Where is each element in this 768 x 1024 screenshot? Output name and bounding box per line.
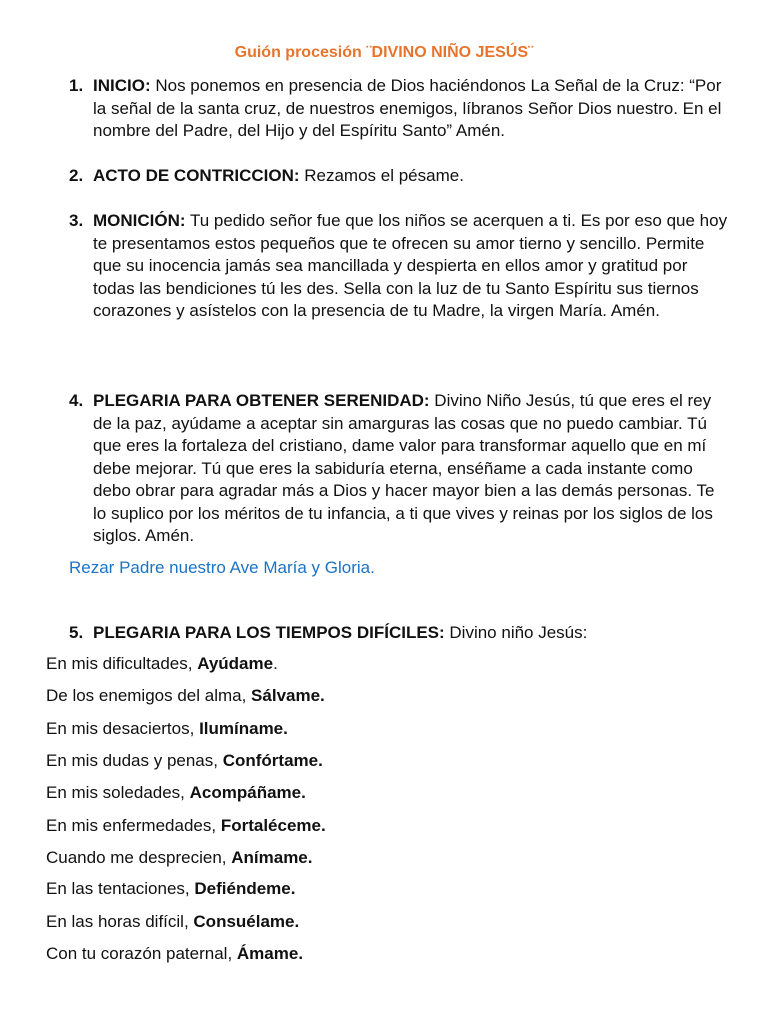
petition-line xyxy=(46,685,325,707)
petition-text: En mis dudas y penas, xyxy=(46,751,223,770)
petition-line xyxy=(46,878,295,900)
petition-text: En mis dificultades, xyxy=(46,654,198,673)
list-item-number: 5. xyxy=(69,623,84,642)
list-item-heading: PLEGARIA PARA LOS TIEMPOS DIFÍCILES: xyxy=(93,623,445,642)
list-item-body xyxy=(93,210,729,323)
list-item-monicion xyxy=(69,210,729,323)
petition-line xyxy=(46,911,299,933)
prayer-instruction-note: Rezar Padre nuestro Ave María y Gloria. xyxy=(69,558,375,577)
list-item-body xyxy=(93,165,729,188)
list-item-inicio xyxy=(69,75,729,143)
list-item-heading: INICIO: xyxy=(93,76,151,95)
petition-response: Consuélame. xyxy=(193,912,300,931)
petition-text: En las horas difícil, xyxy=(46,912,194,931)
list-item-number: 2. xyxy=(69,166,84,185)
petition-response: Confórtame. xyxy=(222,751,323,770)
petition-line xyxy=(46,815,326,837)
petition-response: Fortaléceme. xyxy=(220,816,326,835)
petition-line xyxy=(46,782,306,804)
list-item-text: Rezamos el pésame. xyxy=(299,166,464,185)
list-item-text: Divino niño Jesús: xyxy=(444,623,588,642)
list-item-plegaria-tiempos-dificiles xyxy=(69,622,729,645)
petition-text: En las tentaciones, xyxy=(46,879,195,898)
petition-response: Ámame. xyxy=(236,944,304,963)
petition-text: En mis enfermedades, xyxy=(46,816,221,835)
list-item-heading: PLEGARIA PARA OBTENER SERENIDAD: xyxy=(93,391,430,410)
list-item-text: Divino Niño Jesús, tú que eres el rey de la paz, ayúdame a aceptar sin amarguras las cosas que no puedo cambiar. Tú que eres la fortaleza del cristiano, dame valor para transformar aquello que en mí debe mejorar. Tú que eres la sabiduría eterna, enséñame a cada instante como debo obrar para agradar más a Dios y hacer mayor bien a las demás personas. Te lo suplico por los méritos de tu infancia, a ti que vives y reinas por los siglos de los siglos. Amén. xyxy=(93,391,715,545)
petition-response: Sálvame. xyxy=(251,686,325,705)
list-item-body xyxy=(93,75,729,143)
petition-tail: . xyxy=(273,654,278,673)
list-item-number: 1. xyxy=(69,76,84,95)
list-item-heading: MONICIÓN: xyxy=(93,211,186,230)
petition-line xyxy=(46,750,323,772)
petition-response: Ayúdame xyxy=(197,654,274,673)
list-item-number: 3. xyxy=(69,211,84,230)
list-item-text: Tu pedido señor fue que los niños se acerquen a ti. Es por eso que hoy te presentamos estos pequeños que te ofrecen su amor tierno y sencillo. Permite que su inocencia jamás sea mancillada y despierta en ellos amor y gratitud por todas las bendiciones tú les des. Sella con la luz de tu Santo Espíritu sus tiernos corazones y asístelos con la presencia de tu Madre, la virgen María. Amén. xyxy=(93,211,728,320)
petition-line xyxy=(46,718,288,740)
list-item-text: Nos ponemos en presencia de Dios haciéndonos La Señal de la Cruz: “Por la señal de la santa cruz, de nuestros enemigos, líbranos Señor Dios nuestro. En el nombre del Padre, del Hijo y del Espíritu Santo” Amén. xyxy=(93,76,722,140)
list-item-heading: ACTO DE CONTRICCION: xyxy=(93,166,300,185)
list-item-number: 4. xyxy=(69,391,84,410)
petition-response: Acompáñame. xyxy=(189,783,306,802)
list-item-body xyxy=(93,390,729,548)
list-item-plegaria-serenidad xyxy=(69,390,729,548)
petition-response: Ilumíname. xyxy=(199,719,288,738)
list-item-acto-de-contriccion xyxy=(69,165,729,188)
petition-response: Anímame. xyxy=(231,848,313,867)
petition-line xyxy=(46,653,278,675)
petition-line xyxy=(46,847,312,869)
petition-response: Defiéndeme. xyxy=(194,879,296,898)
petition-text: En mis soledades, xyxy=(46,783,190,802)
petition-line xyxy=(46,943,303,965)
petition-text: De los enemigos del alma, xyxy=(46,686,252,705)
list-item-body xyxy=(93,622,729,645)
document-title: Guión procesión ¨DIVINO NIÑO JESÚS¨ xyxy=(234,44,534,61)
petition-text: Con tu corazón paternal, xyxy=(46,944,237,963)
petition-text: Cuando me desprecien, xyxy=(46,848,232,867)
petition-text: En mis desaciertos, xyxy=(46,719,200,738)
